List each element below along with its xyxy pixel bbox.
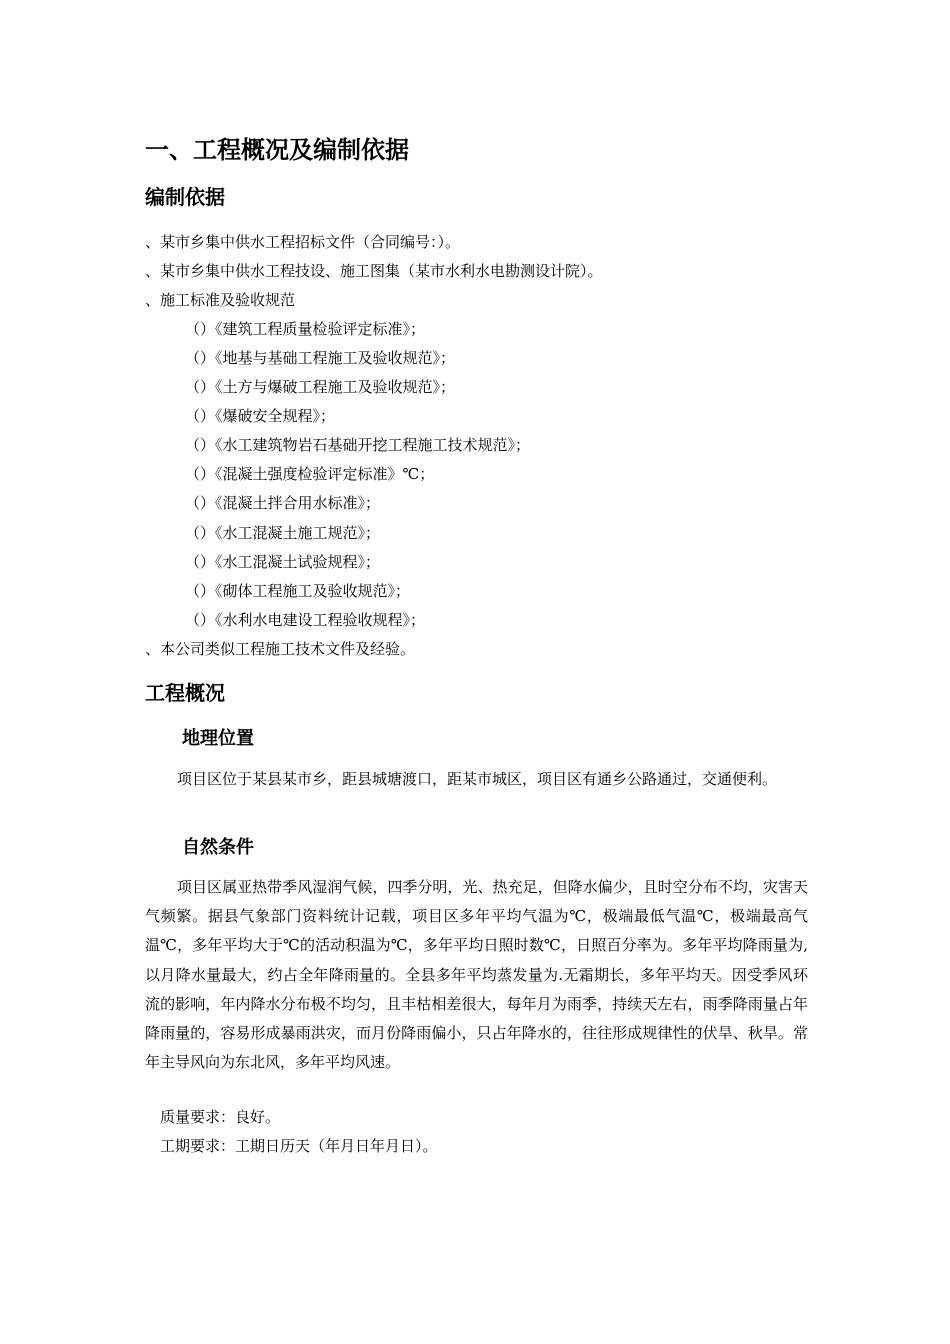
basis-item-3: 、施工标准及验收规范: [145, 291, 296, 309]
standard-item: （）《水工混凝土试验规程》；: [185, 553, 381, 571]
standard-item: （）《混凝土拌合用水标准》；: [185, 494, 381, 512]
standard-item: （）《水工混凝土施工规范》；: [185, 524, 381, 542]
standard-item: （）《砌体工程施工及验收规范》；: [185, 582, 411, 600]
standard-item: （）《爆破安全规程》；: [185, 407, 336, 425]
standard-item: （）《混凝土强度检验评定标准》℃；: [185, 465, 435, 483]
natural-heading: 自然条件: [182, 837, 254, 858]
schedule-requirement: 工期要求：工期日历天（年月日年月日）。: [160, 1137, 438, 1155]
basis-heading: 编制依据: [145, 185, 225, 209]
quality-requirement: 质量要求：良好。: [160, 1108, 281, 1126]
basis-item-4: 、本公司类似工程施工技术文件及经验。: [145, 640, 416, 658]
standard-item: （）《地基与基础工程施工及验收规范》；: [185, 349, 456, 367]
basis-item-1: 、某市乡集中供水工程招标文件（合同编号：）。: [145, 233, 461, 251]
basis-item-2: 、某市乡集中供水工程技设、施工图集（某市水利水电勘测设计院）。: [145, 262, 603, 280]
standard-item: （）《水工建筑物岩石基础开挖工程施工技术规范》；: [185, 436, 531, 454]
standard-item: （）《水利水电建设工程验收规程》；: [185, 611, 426, 629]
overview-heading: 工程概况: [145, 681, 225, 705]
location-heading: 地理位置: [182, 728, 254, 749]
natural-paragraph: 项目区属亚热带季风湿润气候，四季分明，光、热充足，但降水偏少，且时空分布不均，灾害天气频繁。据县气象部门资料统计记载，项目区多年平均气温为℃，极端最低气温℃，极端最高气温℃，多年平均大于℃的活动积温为℃，多年平均日照时数℃，日照百分率为。多年平均降雨量为,以月降水量最大，约占全年降雨量的。全县多年平均蒸发量为.无霜期长，多年平均天。因受季风环流的影响，年内降水分布极不均匀，且丰枯相差很大，每年月为雨季，持续天左右，雨季降雨量占年降雨量的，容易形成暴雨洪灾，而月份降雨偏小，只占年降水的，往往形成规律性的伏旱、秋旱。常年主导风向为东北风，多年平均风速。: [145, 878, 808, 1072]
standard-item: （）《土方与爆破工程施工及验收规范》；: [185, 378, 456, 396]
section-title: 一、工程概况及编制依据: [145, 136, 409, 164]
location-paragraph: 项目区位于某县某市乡，距县城塘渡口，距某市城区，项目区有通乡公路通过，交通便利。: [177, 770, 778, 788]
standard-item: （）《建筑工程质量检验评定标准》；: [185, 320, 426, 338]
